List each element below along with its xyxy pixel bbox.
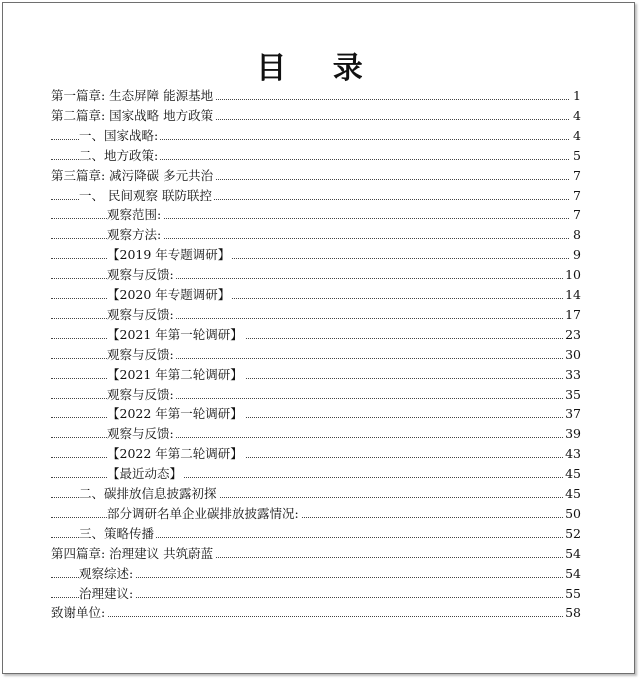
toc-page-number: 23 xyxy=(565,326,581,342)
toc-entry[interactable] xyxy=(51,525,581,543)
toc-page-number: 1 xyxy=(573,88,581,103)
toc-entry-label: 观察方法: xyxy=(107,227,162,243)
toc-entry[interactable] xyxy=(51,206,581,224)
toc-entry-label: 第四篇章: 治理建议 共筑蔚蓝 xyxy=(51,545,214,561)
toc-entry[interactable] xyxy=(51,545,581,563)
toc-page-number: 43 xyxy=(565,446,581,462)
toc-entry-label: 【2021 年第二轮调研】 xyxy=(107,366,243,382)
toc-entry[interactable] xyxy=(51,226,581,244)
toc-entry-label: 致谢单位: xyxy=(51,605,106,621)
toc-page-number: 7 xyxy=(573,187,581,203)
toc-page-number: 17 xyxy=(565,306,581,322)
toc-entry[interactable] xyxy=(51,425,581,443)
toc-entry[interactable] xyxy=(51,505,581,523)
toc-page-number: 14 xyxy=(565,287,581,302)
toc-entry-label: 第一篇章: 生态屏障 能源基地 xyxy=(51,88,214,103)
toc-entry[interactable] xyxy=(51,405,581,423)
document-page xyxy=(2,2,635,674)
toc-entry-label: 观察综述: xyxy=(79,565,134,581)
toc-entry[interactable] xyxy=(51,266,581,284)
toc-entry-label: 【2019 年专题调研】 xyxy=(107,247,231,263)
toc-entry[interactable] xyxy=(51,445,581,463)
toc-page-number: 33 xyxy=(565,366,581,382)
toc-page-number: 7 xyxy=(573,167,581,183)
toc-page-number: 5 xyxy=(573,147,581,163)
toc-entry[interactable] xyxy=(51,326,581,344)
toc-page-number: 4 xyxy=(573,127,581,143)
toc-entry-label: 观察与反馈: xyxy=(107,386,174,402)
toc-page-number: 54 xyxy=(565,545,581,561)
toc-page-number: 9 xyxy=(573,247,581,263)
toc-page-number: 7 xyxy=(573,207,581,223)
toc-entry[interactable] xyxy=(51,386,581,404)
toc-entry[interactable] xyxy=(51,107,581,125)
toc-page-number: 8 xyxy=(573,227,581,243)
toc-entry[interactable] xyxy=(51,306,581,324)
toc-page-number: 45 xyxy=(565,486,581,501)
toc-leader-dots xyxy=(51,616,569,617)
toc-entry-label: 观察与反馈: xyxy=(107,267,174,283)
toc-entry-label: 第三篇章: 减污降碳 多元共治 xyxy=(51,167,214,183)
toc-entry[interactable] xyxy=(51,87,581,105)
toc-entry-label: 【2022 年第一轮调研】 xyxy=(107,406,243,422)
toc-entry[interactable] xyxy=(51,604,581,622)
toc-entry[interactable] xyxy=(51,485,581,503)
toc-page-number: 50 xyxy=(565,505,581,521)
toc-entry-label: 观察与反馈: xyxy=(107,306,174,322)
toc-page-number: 58 xyxy=(565,605,581,621)
toc-page-number: 10 xyxy=(565,267,581,283)
toc-entry-label: 部分调研名单企业碳排放披露情况: xyxy=(107,505,299,521)
toc-entry[interactable] xyxy=(51,366,581,384)
toc-entry-label: 一、国家战略: xyxy=(79,127,159,143)
toc-page-number: 4 xyxy=(573,107,581,123)
toc-entry-label: 【2020 年专题调研】 xyxy=(107,287,231,302)
toc-page-number: 30 xyxy=(565,346,581,362)
toc-entry-label: 观察范围: xyxy=(107,207,162,223)
toc-entry[interactable] xyxy=(51,246,581,264)
toc-page-number: 54 xyxy=(565,565,581,581)
toc-entry-label: 二、碳排放信息披露初探 xyxy=(79,486,217,501)
toc-page-number: 52 xyxy=(565,525,581,541)
toc-page-number: 35 xyxy=(565,386,581,402)
toc-entry-label: 观察与反馈: xyxy=(107,426,174,442)
page-title: 目 录 xyxy=(256,51,381,86)
toc-entry-label: 观察与反馈: xyxy=(107,346,174,362)
toc-entry[interactable] xyxy=(51,585,581,603)
toc-entry-label: 二、地方政策: xyxy=(79,147,159,163)
toc-entry-label: 【2022 年第二轮调研】 xyxy=(107,446,243,462)
toc-page-number: 39 xyxy=(565,426,581,442)
toc-page-number: 37 xyxy=(565,406,581,422)
toc-entry[interactable] xyxy=(51,167,581,185)
toc-entry[interactable] xyxy=(51,346,581,364)
toc-entry-label: 第二篇章: 国家战略 地方政策 xyxy=(51,107,214,123)
toc-entry-label: 三、策略传播 xyxy=(79,525,155,541)
toc-entry[interactable] xyxy=(51,286,581,304)
toc-entry[interactable] xyxy=(51,127,581,145)
toc-entry[interactable] xyxy=(51,147,581,165)
toc-entry-label: 治理建议: xyxy=(79,585,134,601)
toc-entry[interactable] xyxy=(51,565,581,583)
toc-entry[interactable] xyxy=(51,465,581,483)
toc-page-number: 55 xyxy=(565,585,581,601)
toc-entry-label: 【最近动态】 xyxy=(107,466,183,482)
toc-entry-label: 【2021 年第一轮调研】 xyxy=(107,326,243,342)
toc-entry[interactable] xyxy=(51,187,581,205)
toc-page-number: 45 xyxy=(565,466,581,482)
toc-entry-label: 一、 民间观察 联防联控 xyxy=(79,187,212,203)
